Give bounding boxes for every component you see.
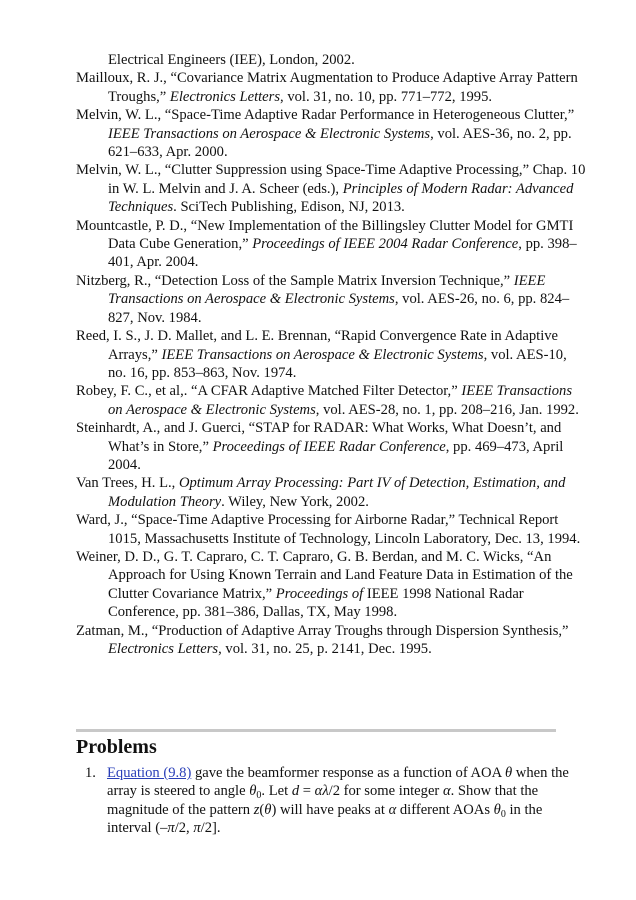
reference-item: Mountcastle, P. D., “New Implementation of the Billingsley Clutter Model for GMTI Data Cube Generation,” Proceedings of IEEE 2004 Radar Conference, pp. 398–401, Apr. 2004. (76, 217, 577, 271)
reference-item: Weiner, D. D., G. T. Capraro, C. T. Capraro, G. B. Berdan, and M. C. Wicks, “An Approach for Using Known Terrain and Land Feature Data in Estimation of the Clutter Covariance Matrix,” Proceedings of IEEE 1998 National Radar Conference, pp. 381–386, Dallas, TX, May 1998. (76, 548, 573, 621)
reference-item: Robey, F. C., et al,. “A CFAR Adaptive Matched Filter Detector,” IEEE Transactions on Aerospace & Electronic Systems, vol. AES-28, no. 1, pp. 208–216, Jan. 1992. (76, 383, 579, 418)
reference-list (76, 51, 586, 658)
reference-item: Mailloux, R. J., “Covariance Matrix Augmentation to Produce Adaptive Array Pattern Troughs,” Electronics Letters, vol. 31, no. 10, pp. 771–772, 1995. (76, 70, 578, 105)
reference-item: Melvin, W. L., “Clutter Suppression using Space-Time Adaptive Processing,” Chap. 10 in W. L. Melvin and J. A. Scheer (eds.), Principles of Modern Radar: Advanced Techniques. SciTech Publishing, Edison, NJ, 2013. (76, 162, 586, 216)
reference-item: Van Trees, H. L., Optimum Array Processing: Part IV of Detection, Estimation, and Modulation Theory. Wiley, New York, 2002. (76, 475, 566, 510)
reference-item: Ward, J., “Space-Time Adaptive Processing for Airborne Radar,” Technical Report 1015, Massachusetts Institute of Technology, Lincoln Laboratory, Dec. 13, 1994. (76, 512, 581, 547)
reference-item: Zatman, M., “Production of Adaptive Array Troughs through Dispersion Synthesis,” Electronics Letters, vol. 31, no. 25, p. 2141, Dec. 1995. (76, 622, 569, 657)
reference-item: Nitzberg, R., “Detection Loss of the Sample Matrix Inversion Technique,” IEEE Transactions on Aerospace & Electronic Systems, vol. AES-26, no. 6, pp. 824–827, Nov. 1984. (76, 272, 570, 326)
section-heading: Problems (76, 736, 157, 758)
problem-item: 1. Equation (9.8) gave the beamformer response as a function of AOA θ when the array is steered to angle $\theta_0$. Let d = αλ/2 for some integer α. Show that the magnitude of the pattern z(θ) will have peaks at α different AOAs $\theta_0$ in the interval (–π/2, π/2]. (85, 765, 569, 837)
reference-item: Steinhardt, A., and J. Guerci, “STAP for RADAR: What Works, What Doesn’t, and What’s in Store,” Proceedings of IEEE Radar Conference, pp. 469–473, April 2004. (76, 420, 564, 473)
section-divider (76, 729, 556, 732)
problem-number: 1. (85, 765, 96, 781)
reference-item: Melvin, W. L., “Space-Time Adaptive Radar Performance in Heterogeneous Clutter,” IEEE Transactions on Aerospace & Electronic Systems, vol. AES-36, no. 2, pp. 621–633, Apr. 2000. (76, 107, 575, 161)
reference-item: Electrical Engineers (IEE), London, 2002. (108, 52, 355, 68)
equation-link[interactable]: Equation (9.8) (107, 765, 192, 781)
reference-item: Reed, I. S., J. D. Mallet, and L. E. Brennan, “Rapid Convergence Rate in Adaptive Arrays,” IEEE Transactions on Aerospace & Electronic Systems, vol. AES-10, no. 16, pp. 853–863, Nov. 1974. (76, 328, 567, 381)
problem-list (85, 764, 585, 838)
